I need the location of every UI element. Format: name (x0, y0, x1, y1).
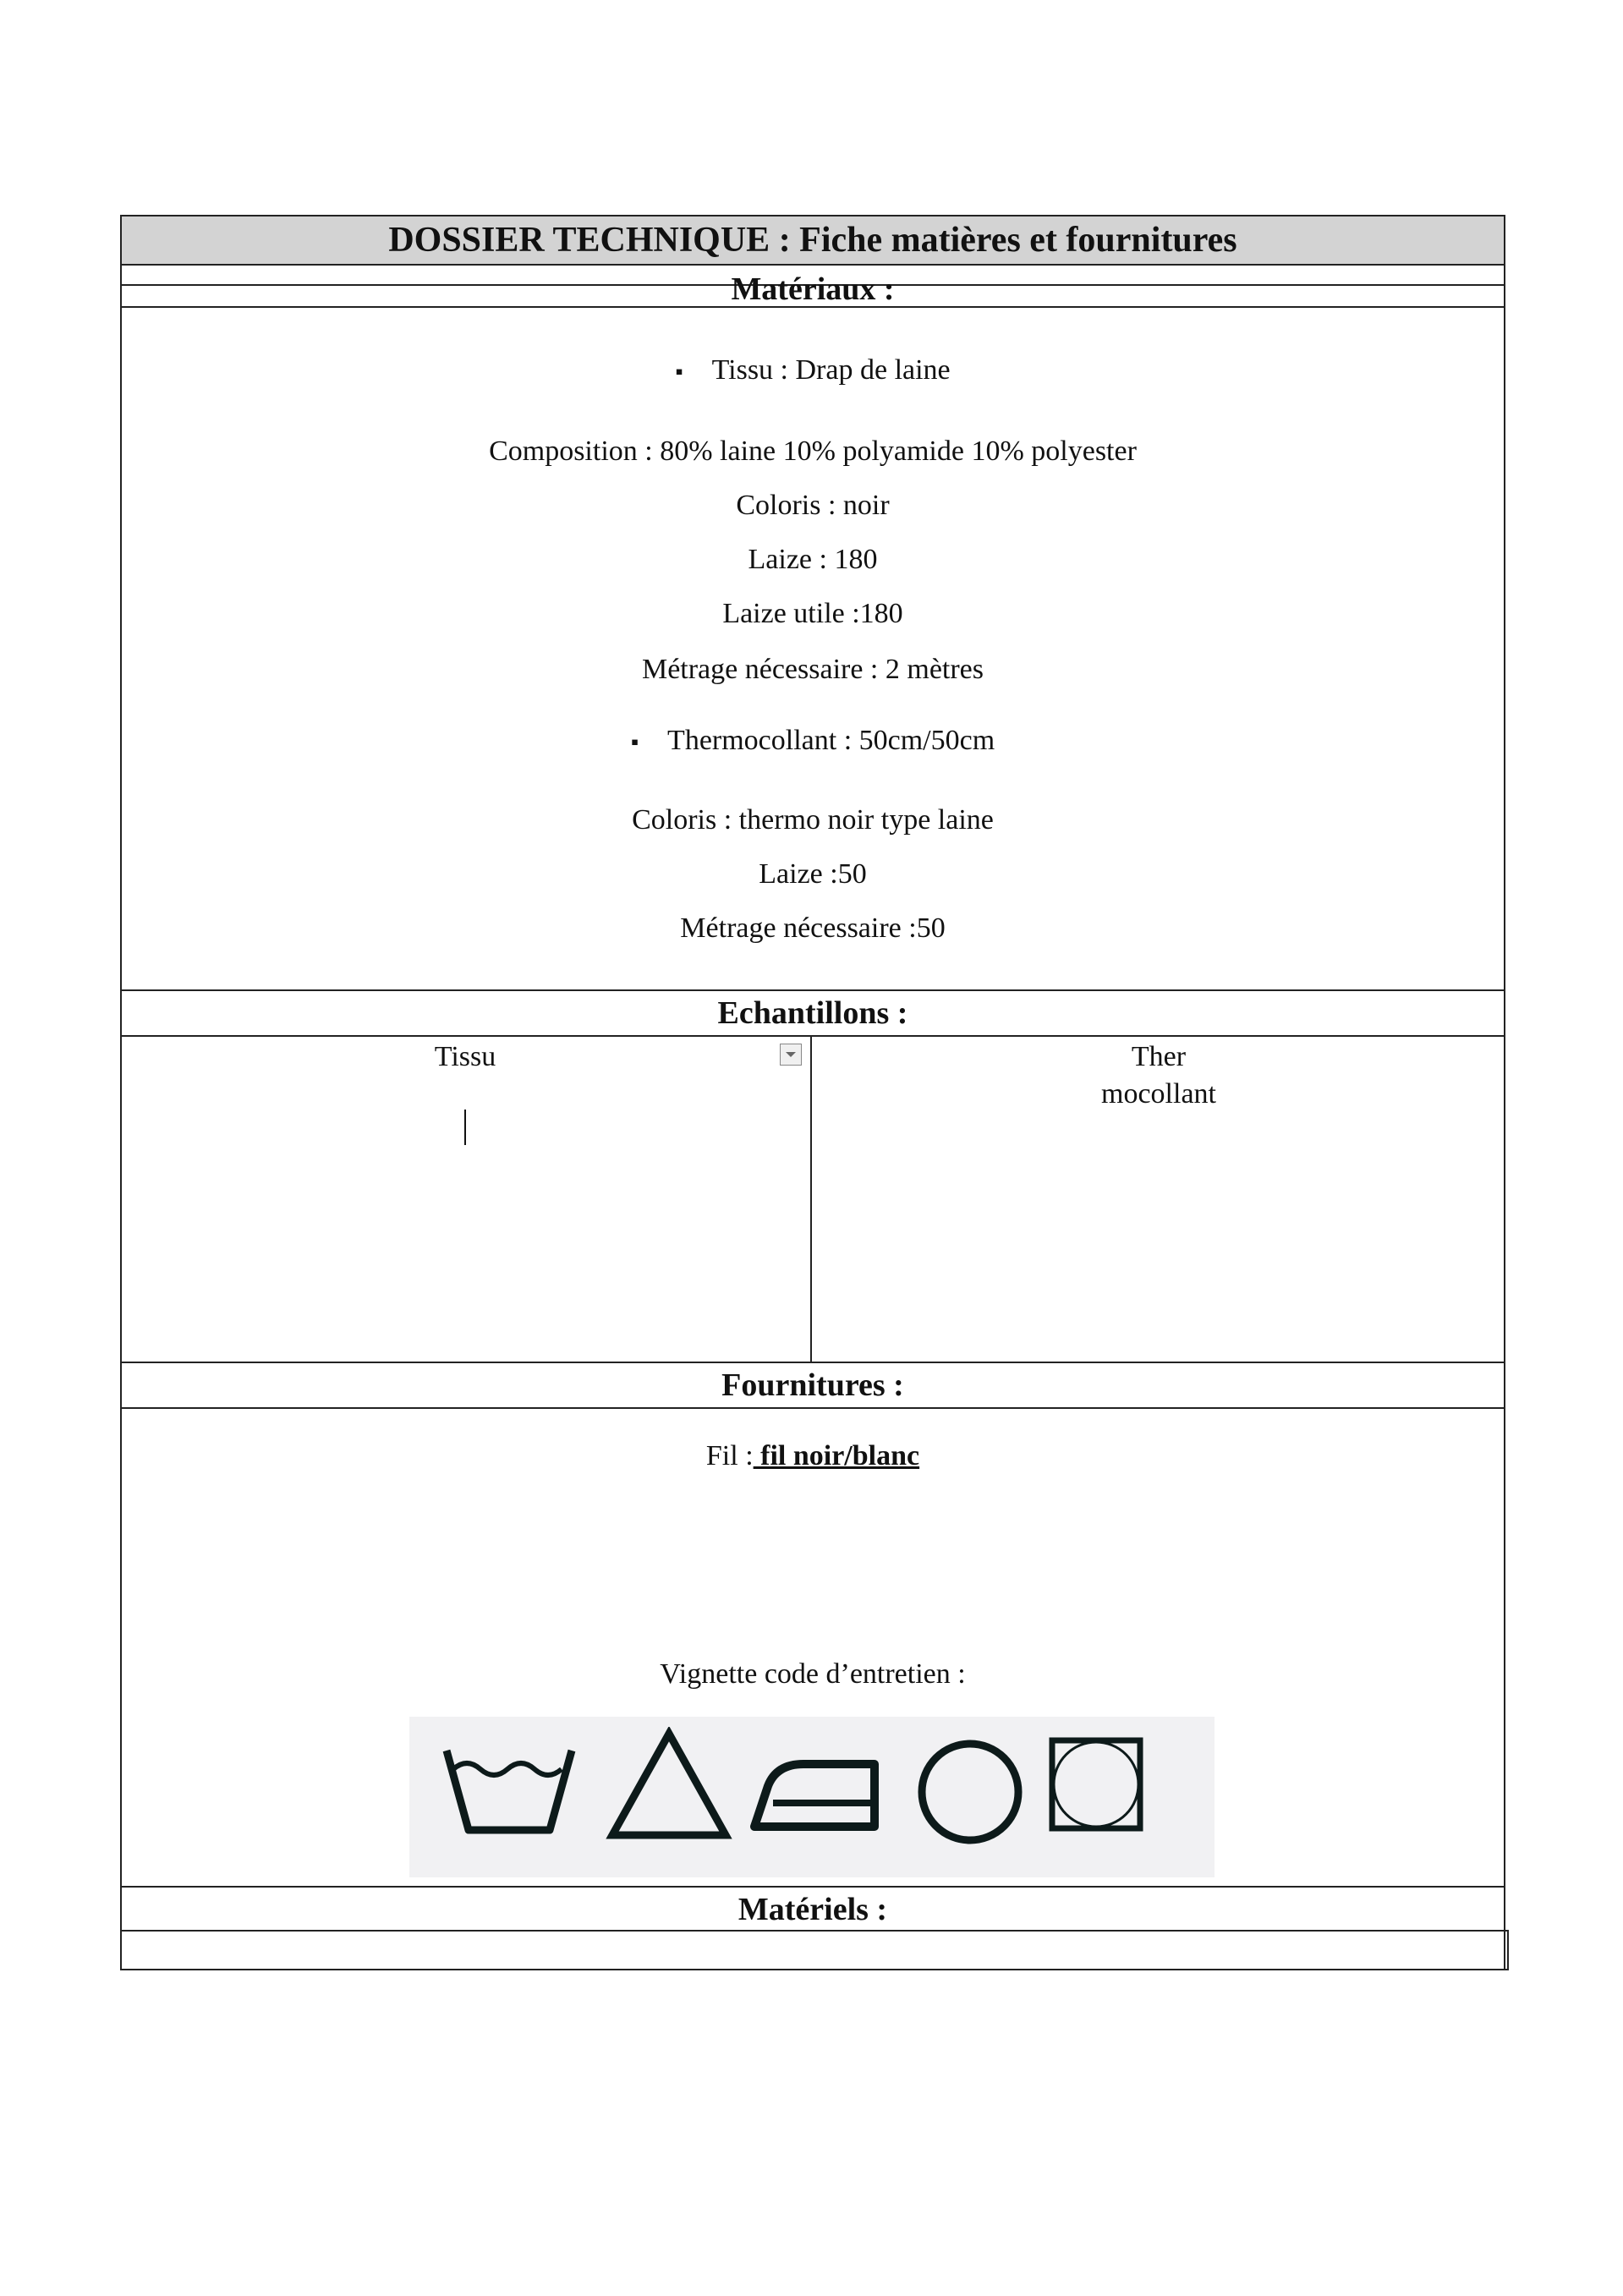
section-heading-echantillons: Echantillons : (717, 995, 908, 1031)
wash-tub-icon (441, 1739, 577, 1840)
composition-text: Composition : 80% laine 10% polyamide 10% polyester (489, 436, 1137, 467)
divider (120, 1035, 1505, 1037)
chevron-down-icon (785, 1050, 797, 1059)
sample-thermo-label-line2: mocollant (1101, 1078, 1216, 1110)
divider (120, 306, 1505, 308)
sample-thermo-label-line1: Ther (1131, 1041, 1187, 1072)
dry-clean-circle-icon (915, 1737, 1025, 1847)
divider (120, 989, 1505, 991)
metrage-text: Métrage nécessaire : 2 mètres (641, 654, 984, 685)
materiels-content-box (120, 1930, 1509, 1970)
iron-icon (744, 1754, 888, 1838)
section-heading-materiaux: Matériaux : (731, 271, 895, 306)
sample-dropdown-button[interactable] (780, 1044, 802, 1066)
vignette-label: Vignette code d’entretien : (660, 1658, 966, 1690)
bullet-icon: ▪ (630, 730, 639, 755)
bleach-triangle-icon (606, 1727, 732, 1844)
fil-line (120, 1438, 1505, 1475)
tissu-text: Tissu : Drap de laine (711, 354, 951, 386)
tissu-line (120, 352, 1505, 391)
section-heading-fournitures: Fournitures : (721, 1367, 904, 1403)
section-heading-materiels: Matériels : (737, 1892, 888, 1927)
document-title: DOSSIER TECHNIQUE : Fiche matières et fournitures (120, 215, 1505, 266)
tumble-dry-icon (1047, 1735, 1145, 1833)
laize-text: Laize : 180 (748, 544, 878, 575)
divider (120, 1362, 1505, 1363)
divider (120, 1886, 1505, 1888)
sample-tissu-label: Tissu (434, 1041, 496, 1072)
laize-utile-text: Laize utile :180 (722, 598, 903, 629)
text-cursor (464, 1110, 466, 1145)
thermocollant-line (120, 722, 1505, 761)
fil-value: fil noir/blanc (753, 1440, 920, 1471)
thermo-coloris-text: Coloris : thermo noir type laine (632, 804, 994, 836)
bullet-icon: ▪ (675, 359, 683, 385)
fil-label: Fil : (705, 1440, 754, 1471)
coloris-text: Coloris : noir (736, 490, 890, 521)
thermocollant-text: Thermocollant : 50cm/50cm (667, 725, 995, 756)
divider (120, 1407, 1505, 1409)
thermo-metrage-text: Métrage nécessaire :50 (680, 912, 946, 944)
thermo-laize-text: Laize :50 (759, 858, 867, 890)
sample-thermo-label (812, 1038, 1505, 1113)
care-label-strip (409, 1717, 1215, 1877)
